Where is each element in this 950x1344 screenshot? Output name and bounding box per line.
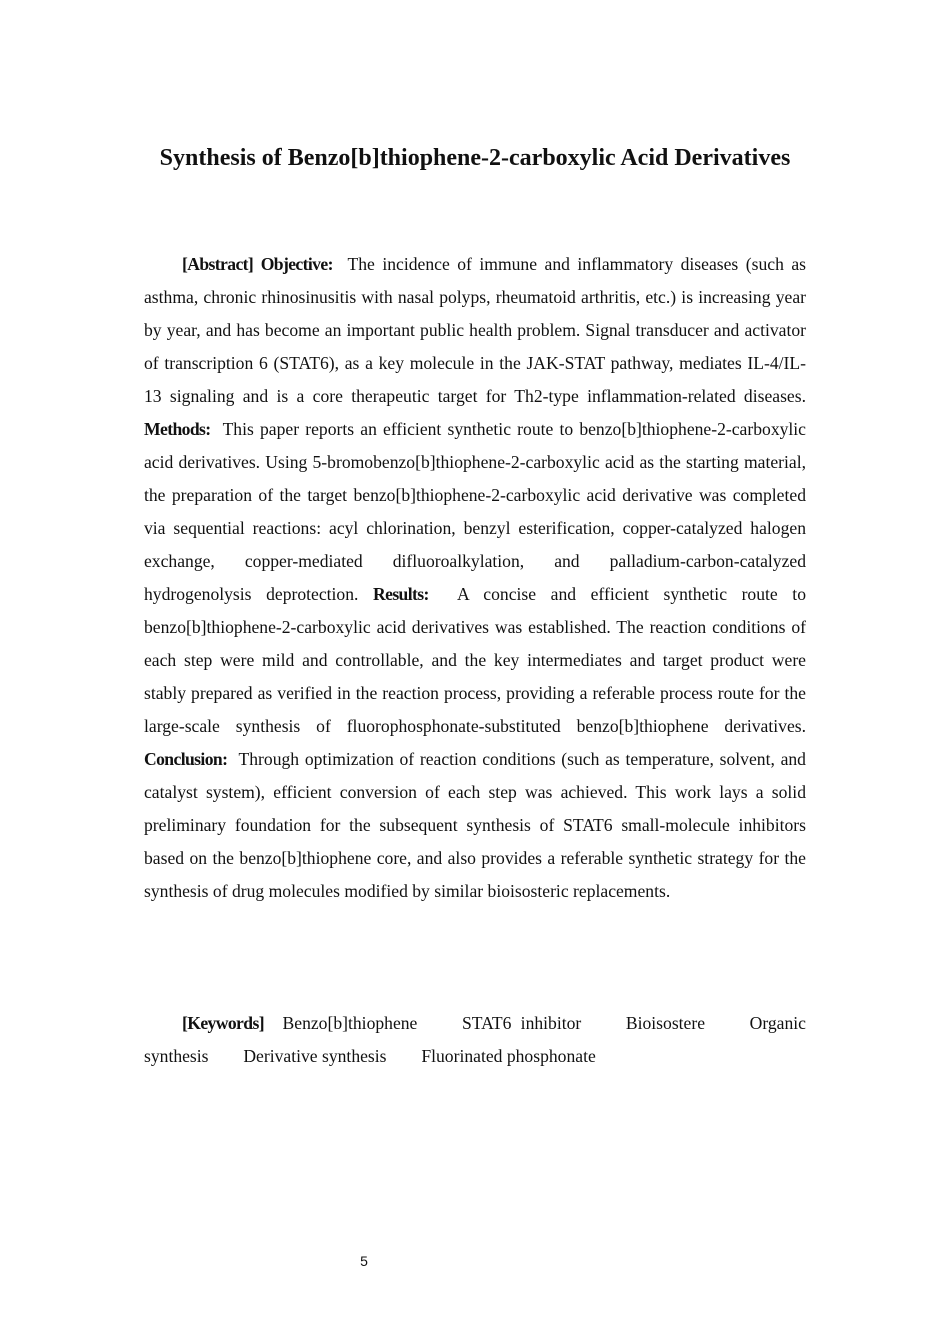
keyword-item: STAT6 inhibitor — [461, 1013, 582, 1033]
keywords-label: [Keywords] — [182, 1013, 264, 1033]
keywords-paragraph — [144, 1007, 806, 1073]
methods-label: Methods: — [144, 419, 211, 439]
conclusion-text: Through optimization of reaction conditions (such as temperature, solvent, and catalyst system), efficient conversion of each step was achieved. This work lays a solid preliminary foundation for the subsequent synthesis of STAT6 small-molecule inhibitors based on the benzo[b]thiophene core, and also provides a referable synthetic strategy for the synthesis of drug molecules modified by similar bioisosteric replacements. — [144, 749, 806, 901]
keyword-item: Fluorinated phosphonate — [421, 1046, 596, 1066]
keyword-item: Bioisostere — [625, 1013, 706, 1033]
page-number: 5 — [360, 1253, 368, 1269]
results-label: Results: — [373, 584, 429, 604]
keyword-item: Derivative synthesis — [243, 1046, 387, 1066]
objective-text: The incidence of immune and inflammatory diseases (such as asthma, chronic rhinosinusitis with nasal polyps, rheumatoid arthritis, etc.) is increasing year by year, and has become an important public health problem. Signal transducer and activator of transcription 6 (STAT6), as a key molecule in the JAK-STAT pathway, mediates IL-4/IL-13 signaling and is a core therapeutic target for Th2-type inflammation-related diseases. — [144, 254, 807, 406]
abstract-paragraph — [144, 248, 806, 908]
abstract-label: [Abstract] — [182, 254, 254, 274]
conclusion-label: Conclusion: — [144, 749, 228, 769]
objective-label: Objective: — [260, 254, 333, 274]
keyword-item: Benzo[b]thiophene — [282, 1013, 418, 1033]
results-text: A concise and efficient synthetic route to benzo[b]thiophene-2-carboxylic acid derivatives was established. The reaction conditions of each step were mild and controllable, and the key intermediates and target product were stably prepared as verified in the reaction process, providing a referable process route for the large-scale synthesis of fluorophosphonate-substituted benzo[b]thiophene derivatives. — [144, 584, 806, 736]
paper-title: Synthesis of Benzo[b]thiophene-2-carboxylic Acid Derivatives — [159, 145, 791, 171]
methods-text: This paper reports an efficient synthetic route to benzo[b]thiophene-2-carboxylic acid derivatives. Using 5-bromobenzo[b]thiophene-2-carboxylic acid as the starting material, the preparation of the target benzo[b]thiophene-2-carboxylic acid derivative was completed via sequential reactions: acyl chlorination, benzyl esterification, copper-catalyzed halogen exchange, copper-mediated difluoroalkylation, and palladium-carbon-catalyzed hydrogenolysis deprotection. — [144, 419, 806, 604]
keyword-item: Organic synthesis — [144, 1013, 806, 1066]
